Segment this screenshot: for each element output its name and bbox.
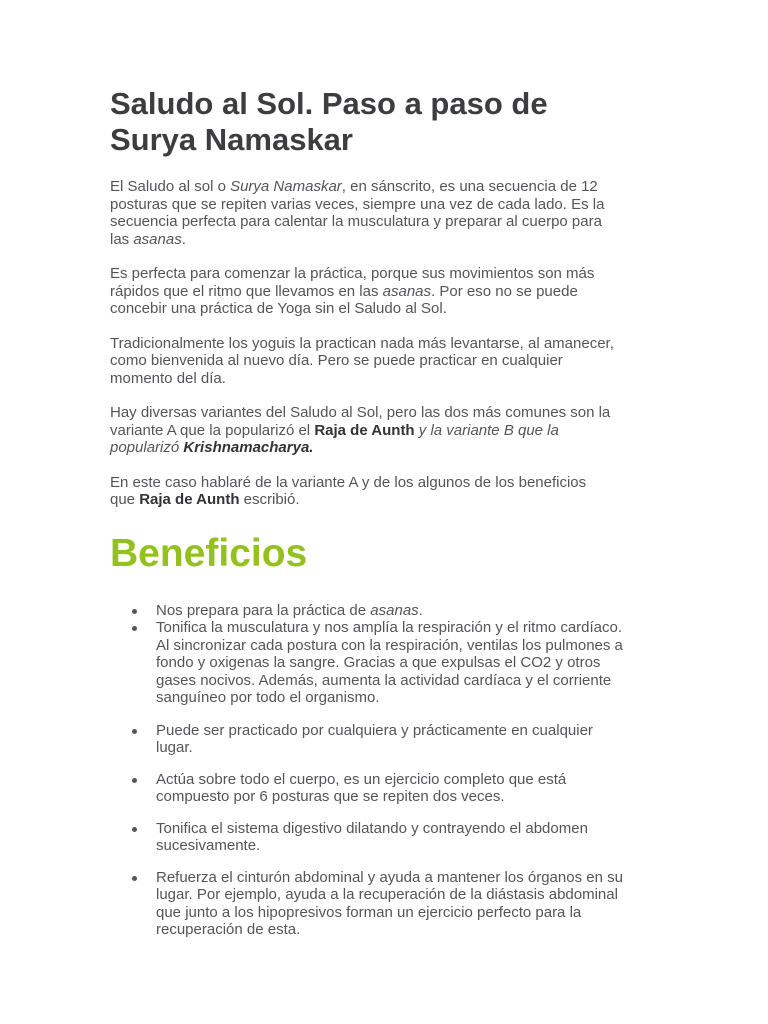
text-line: Actúa sobre todo el cuerpo, es un ejercicio completo que está xyxy=(156,770,567,788)
text-line: sanguíneo por todo el organismo. xyxy=(156,689,380,706)
text-line: secuencia perfecta para calentar la musculatura y preparar al cuerpo para xyxy=(110,213,602,230)
bullet-icon xyxy=(132,778,137,783)
article xyxy=(110,86,670,939)
text-line: En este caso hablaré de la variante A y de los algunos de los beneficios xyxy=(110,473,587,491)
title-line: Saludo al Sol. Paso a paso de xyxy=(110,86,548,121)
text-line: gases nocivos. Además, aumenta la actividad cardíaca y el corriente xyxy=(156,671,612,689)
text-line: El Saludo al sol o Surya Namaskar, en sánscrito, es una secuencia de 12 xyxy=(110,178,598,195)
strong-text: Raja de Aunth xyxy=(314,421,415,439)
text-line: que junto a los hipopresivos forman un ejercicio perfecto para la xyxy=(156,903,582,921)
text-line: Tradicionalmente los yoguis la practican nada más levantarse, al amanecer, xyxy=(110,334,614,352)
emphasis: asanas xyxy=(382,282,432,300)
text-line: como bienvenida al nuevo día. Pero se puede practicar en cualquier xyxy=(110,352,563,369)
text-line: Hay diversas variantes del Saludo al Sol, pero las dos más comunes son la xyxy=(110,404,611,421)
text-line: lugar. xyxy=(156,739,193,756)
text-line: Puede ser practicado por cualquiera y prácticamente en cualquier xyxy=(156,721,593,739)
text-line: Al sincronizar cada postura con la respiración, ventilas los pulmones a xyxy=(156,636,623,654)
strong-text: Raja de Aunth xyxy=(139,491,240,508)
text-line: que Raja de Aunth escribió. xyxy=(110,491,300,508)
text-line: fondo y oxigenas la sangre. Gracias a que expulsas el CO2 y otros xyxy=(156,654,601,671)
text-line: concebir una práctica de Yoga sin el Saludo al Sol. xyxy=(110,300,447,317)
list-item xyxy=(110,619,670,707)
benefits-list xyxy=(110,602,670,939)
emphasis: popularizó xyxy=(110,439,184,456)
text-line xyxy=(110,439,670,457)
paragraph xyxy=(110,265,670,318)
text-line: Tonifica la musculatura y nos amplía la respiración y el ritmo cardíaco. xyxy=(156,619,623,636)
emphasis: y la variante B que la xyxy=(414,421,559,439)
text-line: rápidos que el ritmo que llevamos en las asanas. Por eso no se puede xyxy=(110,282,578,300)
strong-text: Krishnamacharya. xyxy=(183,439,314,456)
bullet-icon xyxy=(132,626,137,631)
text-line: momento del día. xyxy=(110,369,226,387)
paragraph xyxy=(110,474,670,509)
list-item xyxy=(110,722,670,757)
list-item xyxy=(110,602,670,620)
title-line: Surya Namaskar xyxy=(110,122,353,157)
text-line: Nos prepara para la práctica de asanas. xyxy=(156,601,423,619)
emphasis: asanas xyxy=(370,601,419,619)
bullet-icon xyxy=(132,827,137,832)
paragraph xyxy=(110,404,670,457)
text-line: las asanas. xyxy=(110,230,186,248)
intro-paragraph xyxy=(110,178,670,248)
bullet-icon xyxy=(132,729,137,734)
text-line: recuperación de esta. xyxy=(156,921,301,938)
bullet-icon xyxy=(132,876,137,881)
text-line: posturas que se repiten varias veces, siempre una vez de cada lado. Es la xyxy=(110,195,605,213)
text-line: Tonifica el sistema digestivo dilatando y contrayendo el abdomen xyxy=(156,819,588,837)
text-line: sucesivamente. xyxy=(156,837,261,854)
emphasis: Surya Namaskar xyxy=(230,178,342,195)
text-line: lugar. Por ejemplo, ayuda a la recuperación de la diástasis abdominal xyxy=(156,886,618,903)
text-line: variante A que la popularizó el Raja de Aunth y la variante B que la xyxy=(110,421,559,439)
list-item xyxy=(110,869,670,939)
emphasis: asanas xyxy=(133,230,182,248)
text-line: compuesto por 6 posturas que se repiten dos veces. xyxy=(156,788,505,805)
list-item xyxy=(110,771,670,806)
text-line: Refuerza el cinturón abdominal y ayuda a mantener los órganos en su xyxy=(156,868,623,886)
section-heading: Beneficios xyxy=(110,531,308,575)
text-line: Es perfecta para comenzar la práctica, porque sus movimientos son más xyxy=(110,265,595,282)
bullet-icon xyxy=(132,609,137,614)
paragraph xyxy=(110,335,670,388)
list-item xyxy=(110,820,670,855)
page-title xyxy=(110,86,670,158)
